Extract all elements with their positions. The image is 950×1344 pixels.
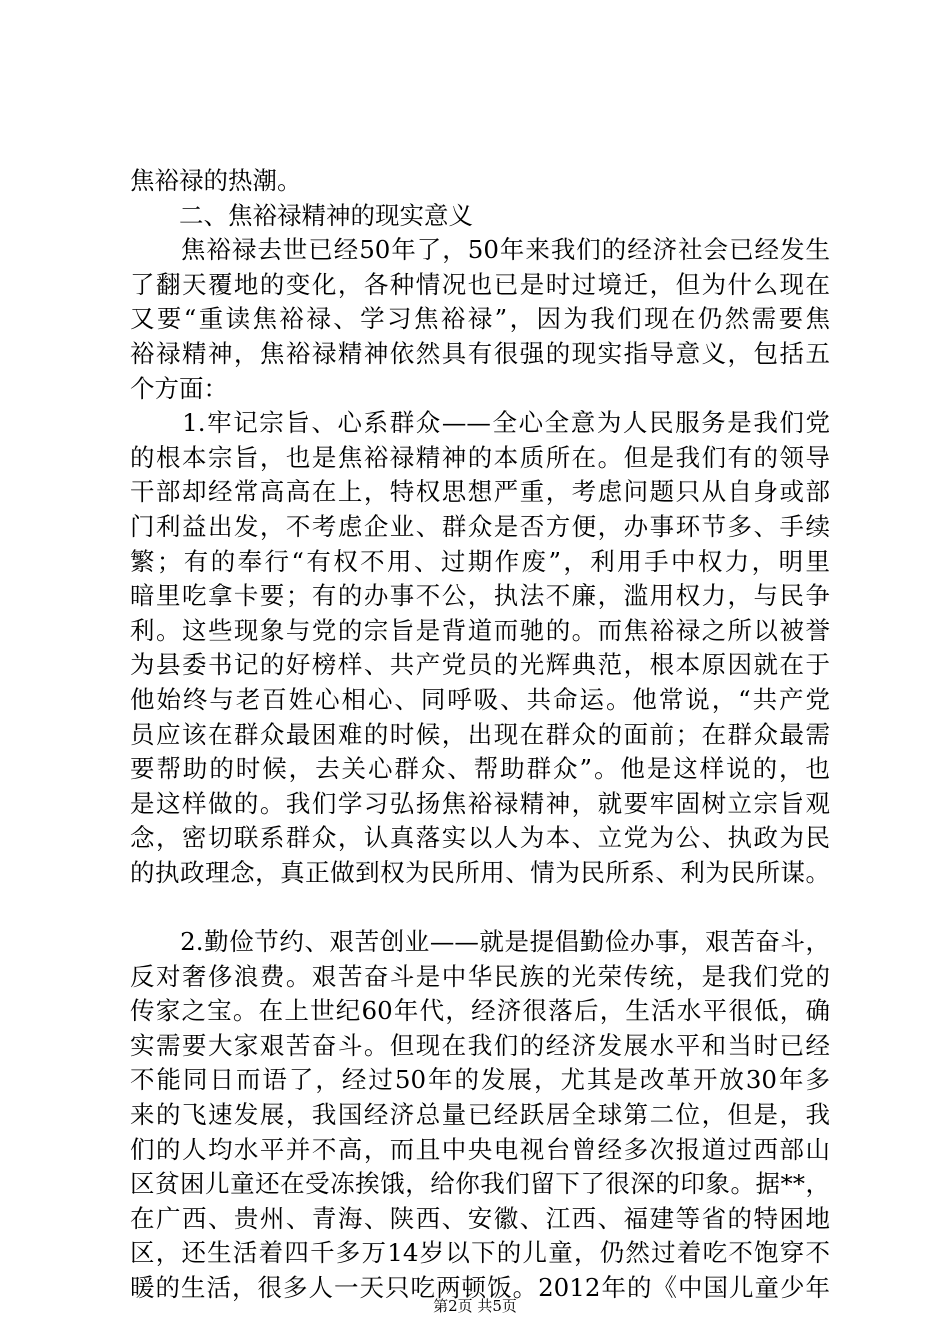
text-line: 暗里吃拿卡要；有的办事不公，执法不廉，滥用权力，与民争 [130,581,830,611]
text-line: 利。这些现象与党的宗旨是背道而驰的。而焦裕禄之所以被誉 [130,615,830,645]
text-line: 在广西、贵州、青海、陕西、安徽、江西、福建等省的特困地 [130,1203,830,1233]
text-line: 要帮助的时候，去关心群众、帮助群众”。他是这样说的，也 [130,754,830,784]
text-line: 焦裕禄的热潮。 [130,166,302,195]
text-line: 暖的生活，很多人一天只吃两顿饭。2012年的《中国儿童少年 [130,1273,830,1302]
text-line: 们的人均水平并不高，而且中央电视台曾经多次报道过西部山 [130,1134,830,1164]
text-line: 繁；有的奉行“有权不用、过期作废”，利用手中权力，明里 [130,546,830,576]
text-line: 门利益出发，不考虑企业、群众是否方便，办事环节多、手续 [130,511,830,541]
text-line: 1.牢记宗旨、心系群众——全心全意为人民服务是我们党 [130,408,830,438]
text-line: 员应该在群众最困难的时候，出现在群众的面前；在群众最需 [130,719,830,749]
text-line: 他始终与老百姓心相心、同呼吸、共命运。他常说，“共产党 [130,684,830,714]
text-line: 是这样做的。我们学习弘扬焦裕禄精神，就要牢固树立宗旨观 [130,788,830,818]
text-line: 个方面： [130,373,228,403]
text-line: 反对奢侈浪费。艰苦奋斗是中华民族的光荣传统，是我们党的 [130,961,830,991]
text-line: 区贫困儿童还在受冻挨饿，给你我们留下了很深的印象。据**， [130,1169,830,1199]
document-body [130,164,830,1306]
text-line: 裕禄精神，焦裕禄精神依然具有很强的现实指导意义，包括五 [130,338,830,368]
text-line: 实需要大家艰苦奋斗。但现在我们的经济发展水平和当时已经 [130,1030,830,1060]
text-line: 焦裕禄去世已经50年了，50年来我们的经济社会已经发生 [130,235,830,265]
text-line: 二、焦裕禄精神的现实意义 [130,200,473,230]
page-footer: 第2页 共5页 [433,1297,517,1315]
text-line: 了翻天覆地的变化，各种情况也已是时过境迁，但为什么现在 [130,269,830,299]
text-line: 为县委书记的好榜样、共产党员的光辉典范，根本原因就在于 [130,650,830,680]
text-line: 的根本宗旨，也是焦裕禄精神的本质所在。但是我们有的领导 [130,442,830,472]
text-line: 的执政理念，真正做到权为民所用、情为民所系、利为民所谋。 [130,857,830,887]
text-line: 传家之宝。在上世纪60年代，经济很落后，生活水平很低，确 [130,996,830,1026]
text-line: 干部却经常高高在上，特权思想严重，考虑问题只从自身或部 [130,477,830,507]
blank-line [130,890,830,925]
text-line: 来的飞速发展，我国经济总量已经跃居全球第二位，但是，我 [130,1100,830,1130]
text-line: 又要“重读焦裕禄、学习焦裕禄”，因为我们现在仍然需要焦 [130,304,830,334]
text-line: 2.勤俭节约、艰苦创业——就是提倡勤俭办事，艰苦奋斗， [130,927,830,957]
text-line: 念，密切联系群众，认真落实以人为本、立党为公、执政为民 [130,823,830,853]
text-line: 不能同日而语了，经过50年的发展，尤其是改革开放30年多 [130,1065,830,1095]
text-line: 区，还生活着四千多万14岁以下的儿童，仍然过着吃不饱穿不 [130,1238,830,1268]
